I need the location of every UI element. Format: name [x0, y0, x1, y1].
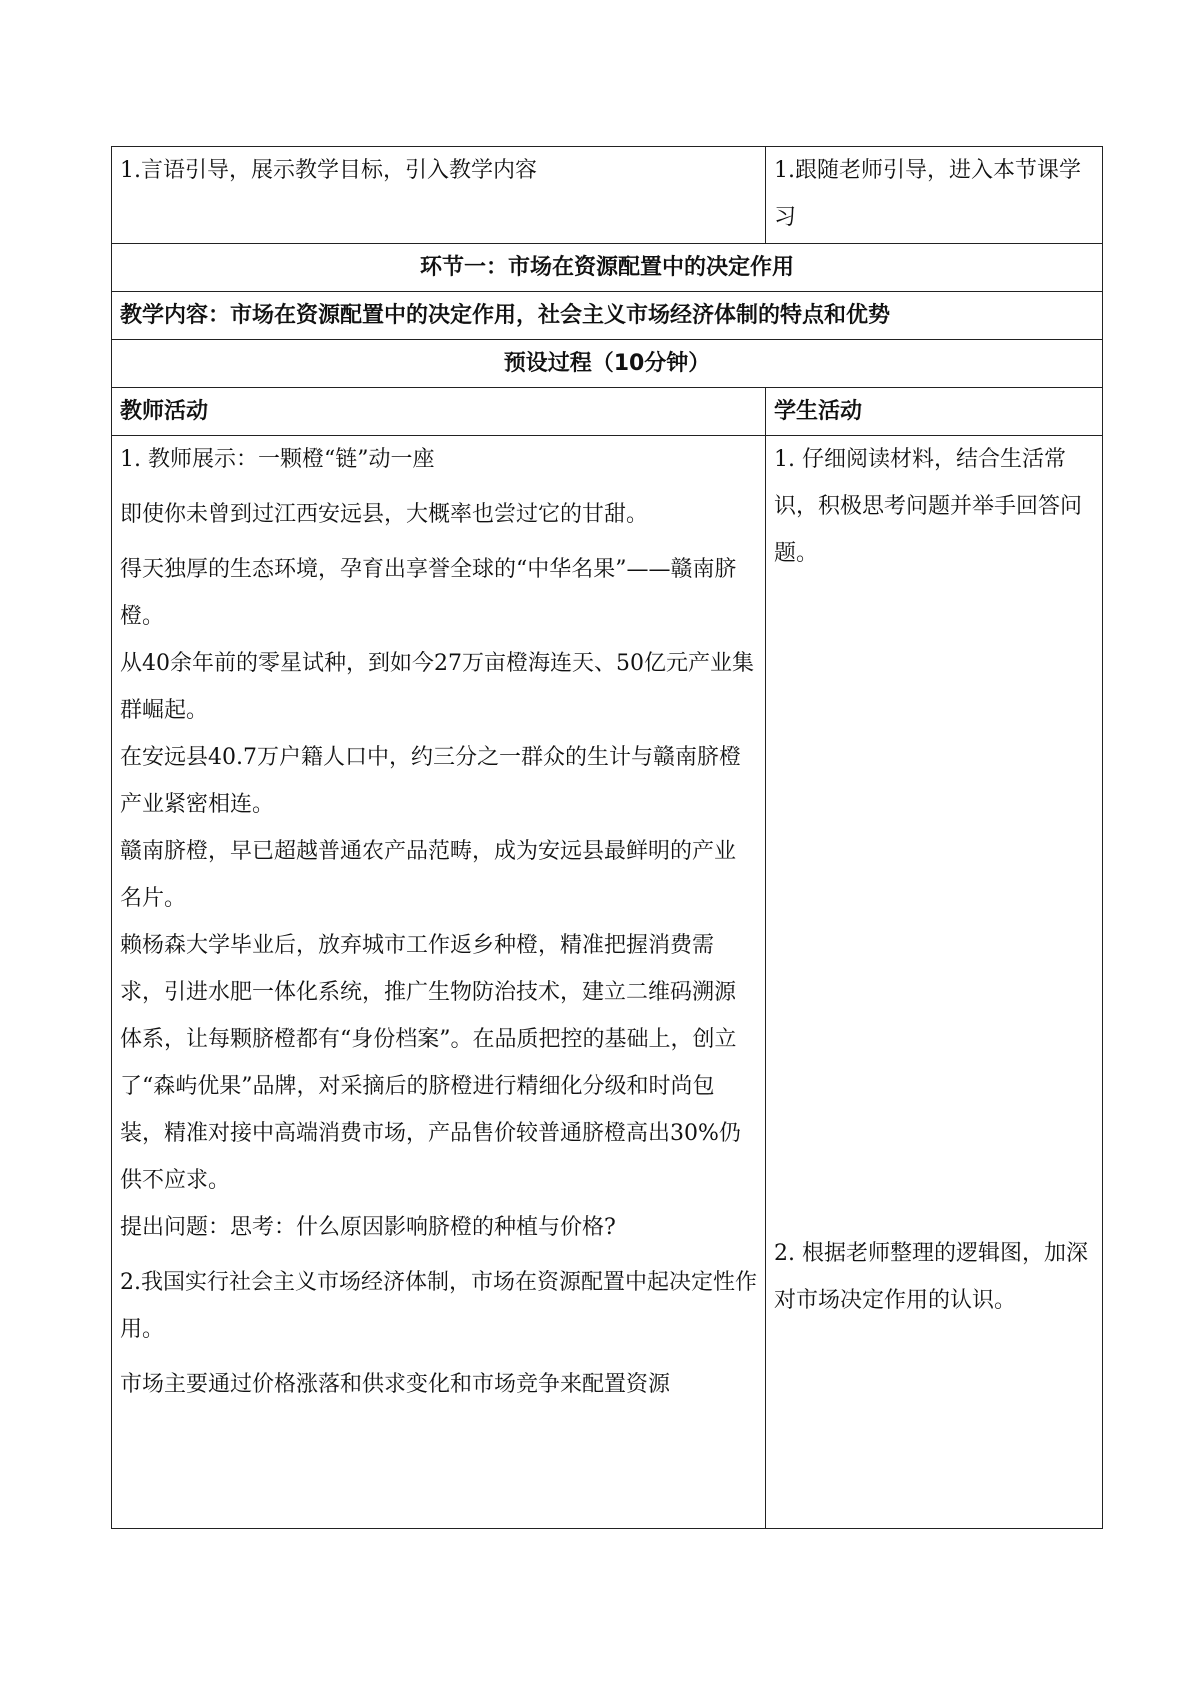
- student-activity-header: 学生活动: [766, 388, 1103, 436]
- intro-row: [112, 147, 1103, 244]
- teacher-paragraph: 2.我国实行社会主义市场经济体制，市场在资源配置中起决定性作用。: [120, 1270, 757, 1342]
- section-title-row: [112, 244, 1103, 292]
- student-paragraph: 2. 根据老师整理的逻辑图，加深对市场决定作用的认识。: [774, 1241, 1088, 1313]
- lesson-plan-table: [111, 146, 1103, 1529]
- intro-student-cell: [766, 147, 1103, 244]
- teacher-paragraph: 得天独厚的生态环境，孕育出享誉全球的“中华名果”——赣南脐橙。: [120, 557, 737, 629]
- student-activity-cell: [766, 436, 1103, 1529]
- intro-student-text: 1.跟随老师引导，进入本节课学习: [774, 158, 1081, 230]
- teacher-paragraph: 赖杨森大学毕业后，放弃城市工作返乡种橙，精准把握消费需求，引进水肥一体化系统，推广生物防治技术，建立二维码溯源体系，让每颗脐橙都有“身份档案”。在品质把控的基础上，创立了“森屿优果”品牌，对采摘后的脐橙进行精细化分级和时尚包装，精准对接中高端消费市场，产品售价较普通脐橙高出30%仍供不应求。: [120, 933, 741, 1193]
- section-title: 环节一：市场在资源配置中的决定作用: [112, 244, 1103, 292]
- teacher-activity-cell: [112, 436, 766, 1529]
- teacher-paragraph: 在安远县40.7万户籍人口中，约三分之一群众的生计与赣南脐橙产业紧密相连。: [120, 745, 741, 817]
- teacher-paragraph: 即使你未曾到过江西安远县，大概率也尝过它的甘甜。: [120, 502, 649, 527]
- teacher-activity-header: 教师活动: [112, 388, 766, 436]
- teacher-paragraph: 市场主要通过价格涨落和供求变化和市场竞争来配置资源: [120, 1372, 671, 1397]
- teacher-paragraph: 提出问题：思考：什么原因影响脐橙的种植与价格?: [120, 1215, 616, 1240]
- teaching-content-row: [112, 292, 1103, 340]
- teacher-paragraph: 赣南脐橙，早已超越普通农产品范畴，成为安远县最鲜明的产业名片。: [120, 839, 737, 911]
- activity-body-row: [112, 436, 1103, 1529]
- activity-header-row: [112, 388, 1103, 436]
- teaching-content: 教学内容：市场在资源配置中的决定作用，社会主义市场经济体制的特点和优势: [112, 292, 1103, 340]
- process-title-row: [112, 340, 1103, 388]
- teacher-paragraph: 1. 教师展示：一颗橙“链”动一座: [120, 447, 435, 472]
- intro-teacher-text: 1.言语引导，展示教学目标，引入教学内容: [120, 158, 537, 183]
- intro-teacher-cell: [112, 147, 766, 244]
- student-paragraph: 1. 仔细阅读材料，结合生活常识，积极思考问题并举手回答问题。: [774, 447, 1083, 566]
- teacher-paragraph: 从40余年前的零星试种，到如今27万亩橙海连天、50亿元产业集群崛起。: [120, 651, 754, 723]
- process-title: 预设过程（10分钟）: [112, 340, 1103, 388]
